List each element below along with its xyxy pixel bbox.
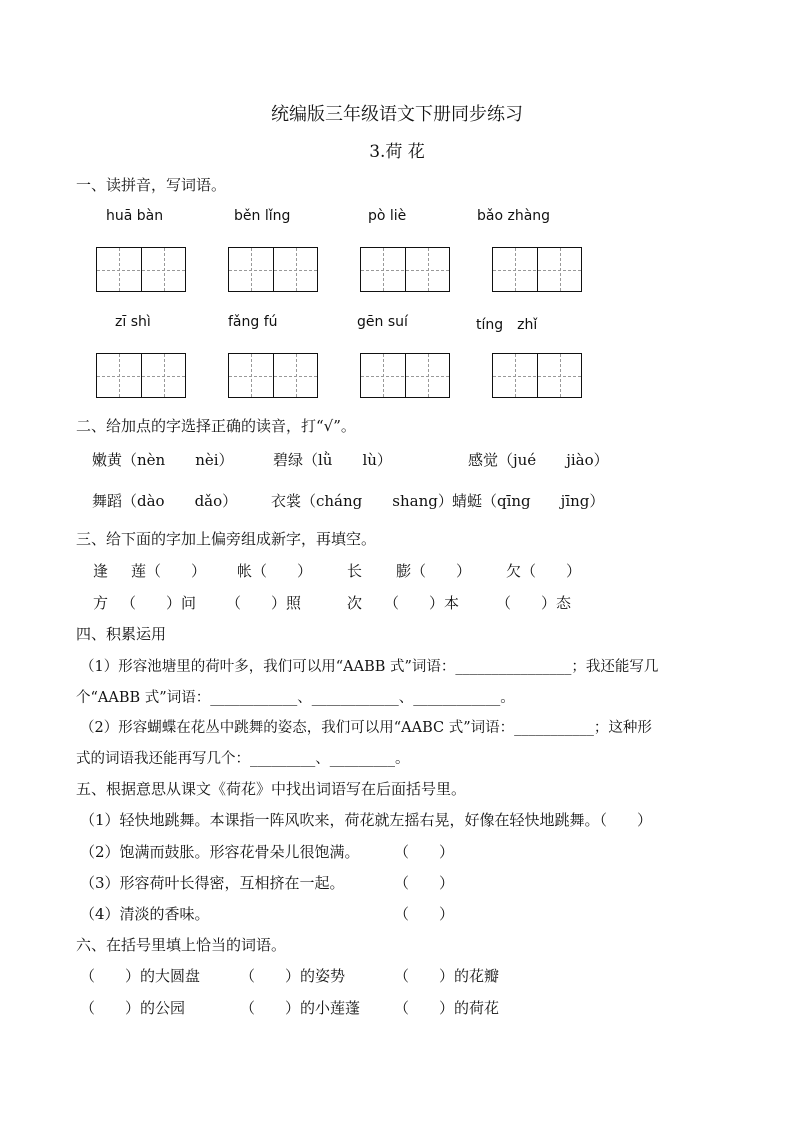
- fill-item[interactable]: 莲（ ）: [131, 562, 207, 580]
- character: 次: [347, 594, 363, 612]
- fill-item[interactable]: 膨（ ）: [396, 562, 472, 580]
- reading-choice[interactable]: 碧绿（lǜ lù）: [273, 451, 392, 469]
- reading-choice[interactable]: 感觉（jué jiào）: [468, 451, 609, 469]
- writing-grid[interactable]: [360, 353, 450, 398]
- character: 逢: [93, 562, 109, 580]
- fill-item[interactable]: （ ）问: [121, 594, 197, 612]
- pinyin-label: zī shì: [115, 314, 151, 330]
- pinyin-label: gēn suí: [357, 314, 408, 330]
- fill-item[interactable]: （ ）的花瓣: [394, 967, 500, 985]
- pinyin-label: tíng zhǐ: [476, 317, 538, 333]
- pinyin-label: bǎo zhàng: [477, 208, 551, 224]
- writing-grid[interactable]: [228, 247, 318, 292]
- page-title: 统编版三年级语文下册同步练习: [271, 104, 523, 125]
- question-text[interactable]: （1）形容池塘里的荷叶多，我们可以用“AABB 式”词语：________________；我还能写几: [80, 659, 659, 675]
- writing-grid[interactable]: [96, 247, 186, 292]
- section5-heading: 五、根据意思从课文《荷花》中找出词语写在后面括号里。: [76, 780, 467, 798]
- question-text[interactable]: 式的词语我还能再写几个：_________、_________。: [76, 751, 410, 767]
- fill-item[interactable]: （ ）的大圆盘: [80, 967, 201, 985]
- section4-heading: 四、积累运用: [76, 625, 167, 643]
- question-text[interactable]: （1）轻快地跳舞。本课指一阵风吹来，荷花就左摇右晃，好像在轻快地跳舞。（ ）: [80, 811, 653, 829]
- reading-choice[interactable]: 衣裳（cháng shang）: [271, 492, 453, 510]
- writing-grid[interactable]: [228, 353, 318, 398]
- character: 长: [347, 562, 363, 580]
- question-text: （3）形容荷叶长得密，互相挤在一起。: [80, 874, 345, 892]
- pinyin-label: běn lǐng: [234, 208, 291, 224]
- fill-item[interactable]: （ ）的姿势: [240, 967, 346, 985]
- fill-item[interactable]: （ ）态: [496, 594, 572, 612]
- writing-grid[interactable]: [360, 247, 450, 292]
- reading-choice[interactable]: 嫩黄（nèn nèi）: [92, 451, 234, 469]
- fill-item[interactable]: （ ）的公园: [80, 999, 186, 1017]
- fill-item[interactable]: （ ）的小莲蓬: [240, 999, 361, 1017]
- writing-grid[interactable]: [492, 247, 582, 292]
- question-text[interactable]: 个“AABB 式”词语：____________、____________、____________。: [76, 690, 515, 706]
- question-text: （4）清淡的香味。: [80, 905, 210, 923]
- answer-paren[interactable]: （ ）: [394, 905, 455, 923]
- fill-item[interactable]: 欠（ ）: [506, 562, 582, 580]
- pinyin-label: pò liè: [368, 208, 407, 224]
- fill-item[interactable]: （ ）的荷花: [394, 999, 500, 1017]
- section3-heading: 三、给下面的字加上偏旁组成新字，再填空。: [76, 530, 377, 548]
- section2-heading: 二、给加点的字选择正确的读音，打“√”。: [76, 417, 356, 435]
- writing-grid[interactable]: [492, 353, 582, 398]
- question-text: （2）饱满而鼓胀。形容花骨朵儿很饱满。: [80, 843, 360, 861]
- fill-item[interactable]: 帐（ ）: [237, 562, 313, 580]
- section1-heading: 一、读拼音，写词语。: [76, 176, 227, 194]
- section6-heading: 六、在括号里填上恰当的词语。: [76, 936, 287, 954]
- answer-paren[interactable]: （ ）: [394, 874, 455, 892]
- reading-choice[interactable]: 蜻蜓（qīng jīng）: [452, 492, 605, 510]
- writing-grid[interactable]: [96, 353, 186, 398]
- character: 方: [93, 594, 109, 612]
- pinyin-label: huā bàn: [106, 208, 164, 224]
- pinyin-label: fǎng fú: [228, 314, 278, 330]
- fill-item[interactable]: （ ）照: [226, 594, 302, 612]
- reading-choice[interactable]: 舞蹈（dào dǎo）: [92, 492, 238, 510]
- answer-paren[interactable]: （ ）: [394, 843, 455, 861]
- lesson-title: 3.荷 花: [369, 142, 425, 162]
- question-text[interactable]: （2）形容蝴蝶在花丛中跳舞的姿态，我们可以用“AABC 式”词语：___________；这种形: [80, 720, 652, 736]
- fill-item[interactable]: （ ）本: [384, 594, 460, 612]
